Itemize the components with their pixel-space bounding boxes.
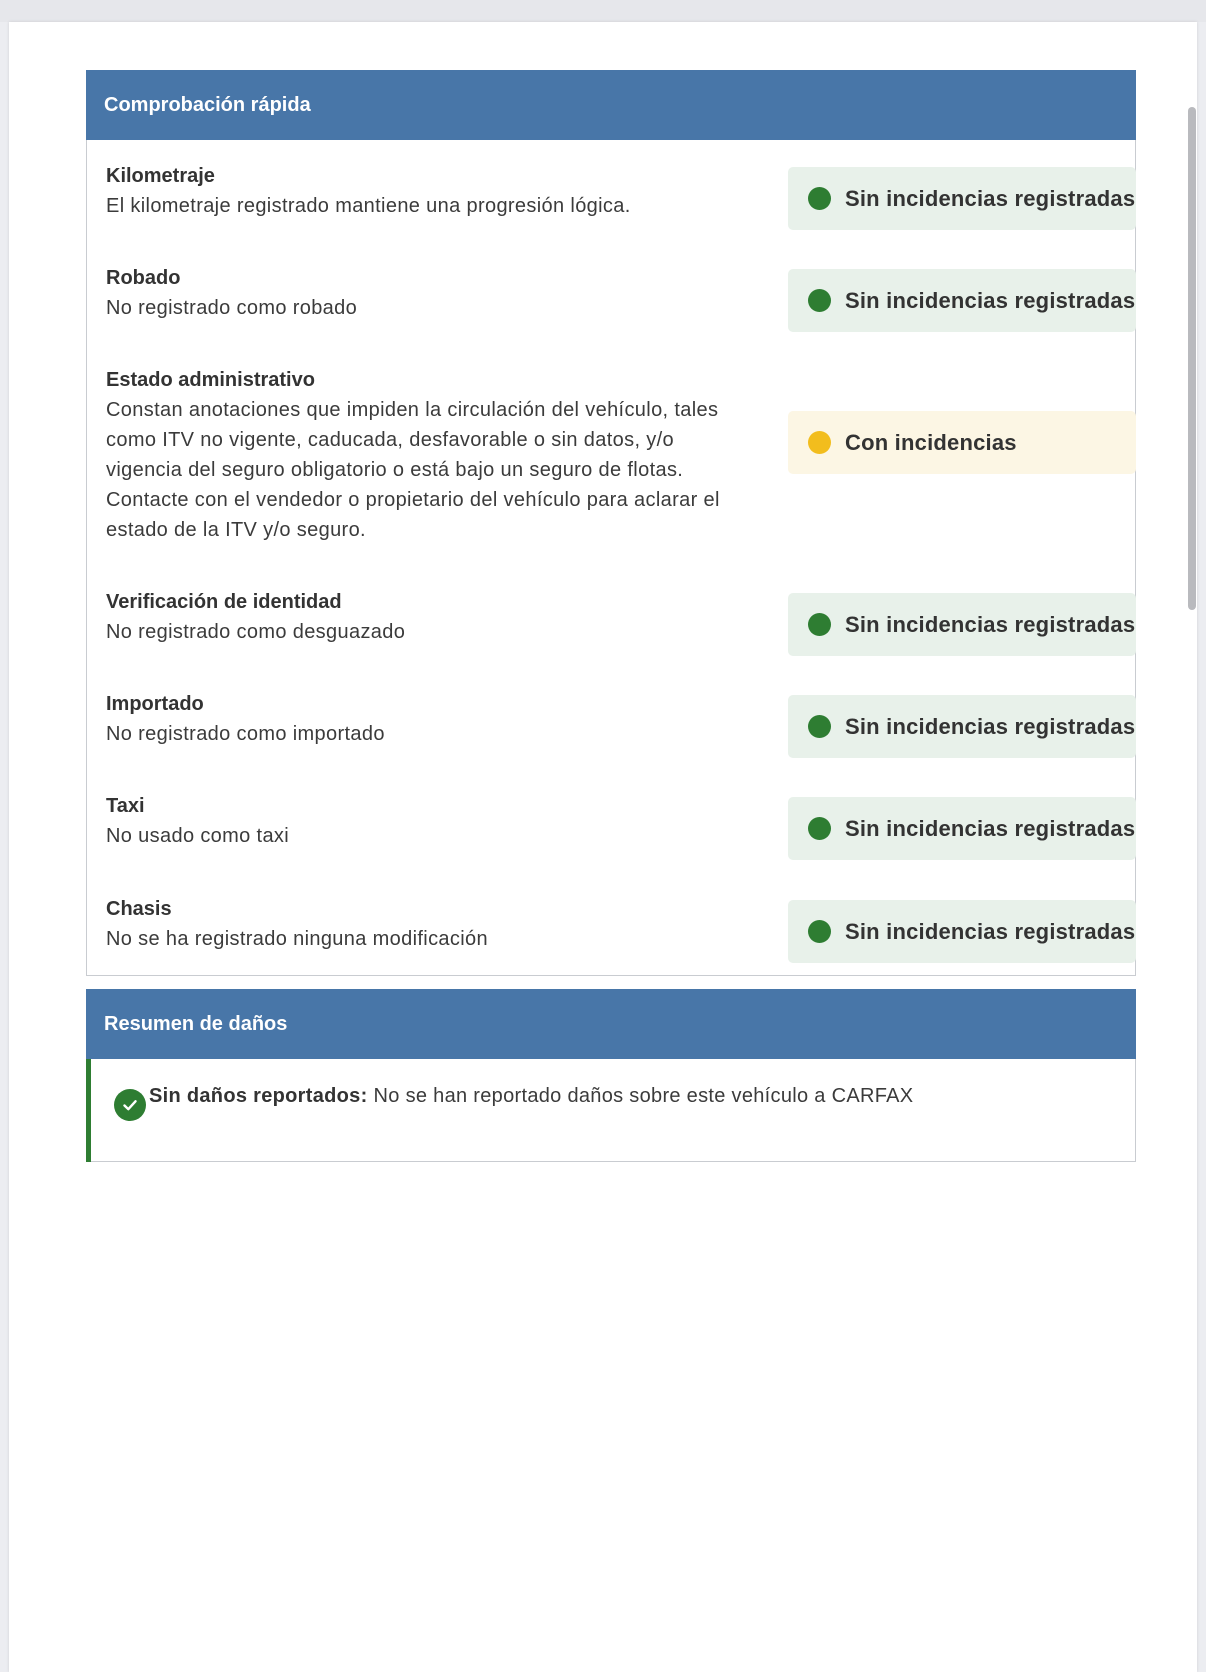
- check-item-description: No registrado como robado: [106, 297, 358, 319]
- damage-summary-text: No se han reportado daños sobre este vehículo a CARFAX: [373, 1085, 914, 1107]
- check-item-taxi: [106, 791, 1136, 851]
- scrollbar-thumb[interactable]: [1188, 107, 1196, 610]
- check-item-description: No registrado como desguazado: [106, 621, 406, 643]
- damage-summary-title: Resumen de daños: [86, 989, 1136, 1059]
- damage-summary-label: Sin daños reportados:: [149, 1085, 368, 1107]
- check-item-title: Importado: [106, 693, 204, 715]
- ok-dot-icon: [808, 187, 831, 210]
- quick-check-title: Comprobación rápida: [86, 70, 1136, 140]
- quick-check-panel: [86, 70, 1136, 976]
- check-item-verificacion-identidad: [106, 587, 1136, 647]
- top-strip: [0, 0, 1206, 22]
- status-text: Sin incidencias registradas: [845, 287, 1136, 313]
- status-badge: [788, 900, 1136, 963]
- check-item-kilometraje: [106, 161, 1136, 221]
- status-text: Sin incidencias registradas: [845, 918, 1136, 944]
- check-item-description: No usado como taxi: [106, 825, 290, 847]
- status-text: Con incidencias: [845, 429, 1017, 455]
- status-text: Sin incidencias registradas: [845, 185, 1136, 211]
- check-item-title: Robado: [106, 267, 181, 289]
- status-badge: [788, 797, 1136, 860]
- warning-dot-icon: [808, 431, 831, 454]
- damage-summary-body: [86, 1059, 1136, 1162]
- check-item-description: El kilometraje registrado mantiene una progresión lógica.: [106, 195, 631, 217]
- status-text: Sin incidencias registradas: [845, 713, 1136, 739]
- ok-dot-icon: [808, 715, 831, 738]
- damage-summary-panel: [86, 989, 1136, 1162]
- check-item-title: Verificación de identidad: [106, 591, 342, 613]
- damage-summary-line: [114, 1085, 913, 1121]
- status-badge: [788, 411, 1136, 474]
- check-item-chasis: [106, 894, 1136, 954]
- check-item-description: No se ha registrado ninguna modificación: [106, 928, 488, 950]
- ok-dot-icon: [808, 817, 831, 840]
- status-badge: [788, 695, 1136, 758]
- status-badge: [788, 269, 1136, 332]
- check-item-title: Kilometraje: [106, 165, 215, 187]
- status-badge: [788, 167, 1136, 230]
- report-page: [9, 22, 1197, 1672]
- check-item-title: Chasis: [106, 898, 172, 920]
- check-item-robado: [106, 263, 1136, 323]
- check-item-description: No registrado como importado: [106, 723, 385, 745]
- check-item-description: Constan anotaciones que impiden la circulación del vehículo, tales como ITV no vigente, caducada, desfavorable o sin datos, y/o vigencia del seguro obligatorio o está bajo un seguro de flotas. Contacte con el vendedor o propietario del vehículo para aclarar el estado de la ITV y/o seguro.: [106, 399, 720, 541]
- status-text: Sin incidencias registradas: [845, 815, 1136, 841]
- check-circle-icon: [114, 1089, 146, 1121]
- status-badge: [788, 593, 1136, 656]
- check-item-title: Taxi: [106, 795, 145, 817]
- ok-dot-icon: [808, 920, 831, 943]
- check-item-estado-administrativo: [106, 365, 1116, 545]
- status-text: Sin incidencias registradas: [845, 611, 1136, 637]
- check-item-title: Estado administrativo: [106, 369, 315, 391]
- check-item-importado: [106, 689, 1136, 749]
- ok-dot-icon: [808, 613, 831, 636]
- ok-dot-icon: [808, 289, 831, 312]
